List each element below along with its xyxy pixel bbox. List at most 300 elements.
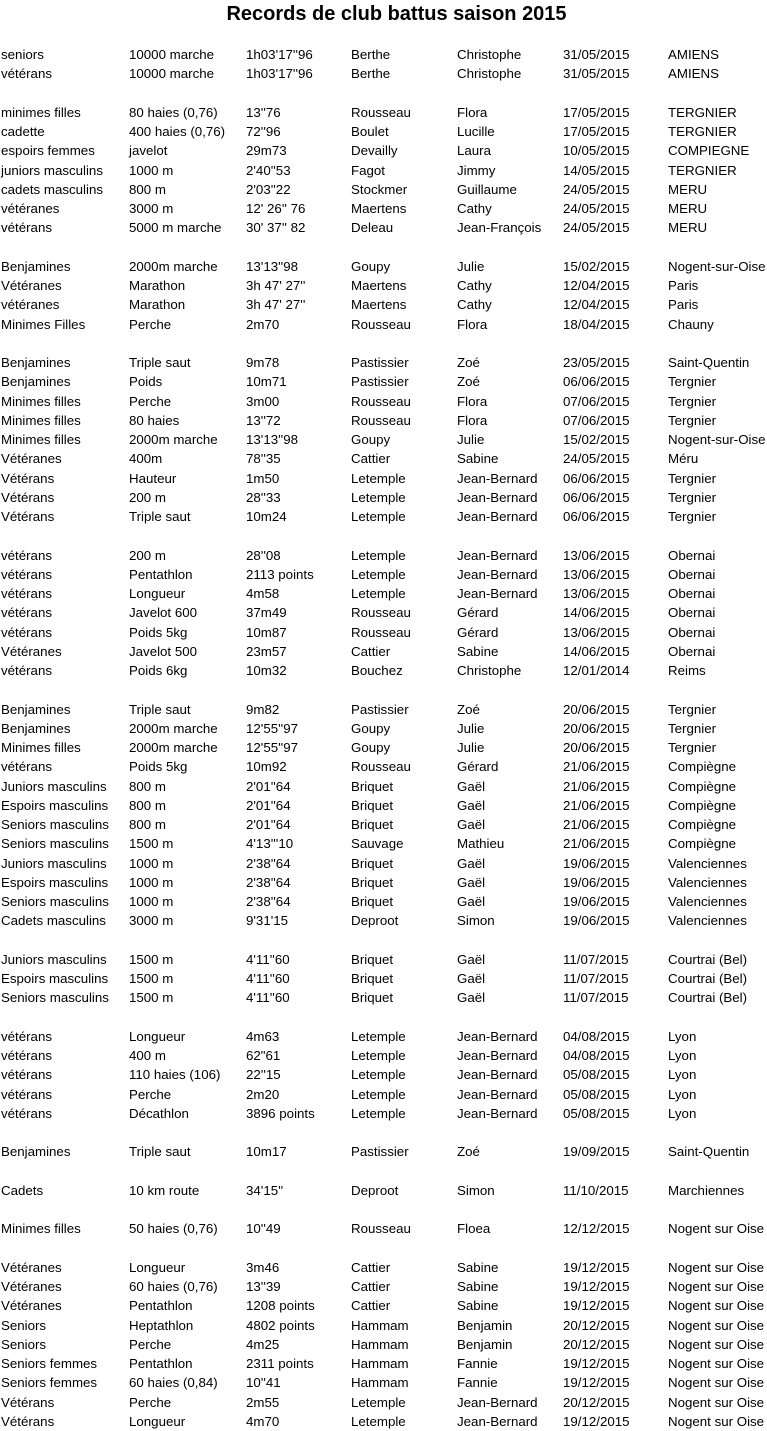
location-cell: Courtrai (Bel) — [668, 971, 748, 986]
date-cell: 04/08/2015 — [563, 1048, 630, 1063]
performance-cell: 2'01''64 — [246, 778, 291, 794]
lastname-cell: Letemple — [351, 547, 406, 563]
location-cell: Compiègne — [668, 797, 737, 813]
performance-cell: 1m50 — [246, 470, 280, 486]
category-cell: vétérans — [1, 66, 52, 82]
performance-cell: 2'40''53 — [246, 162, 291, 178]
event-cell: 50 haies (0,76) — [129, 1221, 218, 1237]
lastname-cell: Letemple — [351, 1048, 406, 1063]
category-cell: minimes filles — [1, 104, 81, 120]
firstname-cell: Flora — [457, 412, 488, 428]
record-row — [0, 911, 767, 930]
performance-cell: 12'55''97 — [246, 740, 298, 755]
event-cell: Poids 5kg — [129, 759, 188, 775]
date-cell: 21/06/2015 — [563, 759, 630, 775]
category-cell: Minimes Filles — [1, 316, 86, 332]
location-cell: Tergnier — [668, 374, 717, 390]
group-separator — [0, 1239, 767, 1258]
record-row — [0, 218, 767, 237]
event-cell: Longueur — [129, 1413, 186, 1429]
firstname-cell: Christophe — [457, 663, 522, 678]
firstname-cell: Jean-Bernard — [457, 1028, 538, 1044]
performance-cell: 4m63 — [246, 1028, 280, 1044]
firstname-cell: Sabine — [457, 1259, 499, 1275]
location-cell: Nogent sur Oise — [668, 1298, 765, 1314]
record-row — [0, 353, 767, 372]
lastname-cell: Letemple — [351, 470, 406, 486]
record-row — [0, 1104, 767, 1123]
record-row — [0, 103, 767, 122]
lastname-cell: Cattier — [351, 451, 391, 467]
event-cell: Hauteur — [129, 470, 177, 486]
event-cell: 1500 m — [129, 990, 174, 1006]
event-cell: 800 m — [129, 817, 166, 832]
firstname-cell: Zoé — [457, 1144, 480, 1160]
date-cell: 19/06/2015 — [563, 855, 630, 871]
event-cell: 1000 m — [129, 874, 174, 890]
group-separator — [0, 1123, 767, 1142]
performance-cell: 4m25 — [246, 1336, 280, 1352]
category-cell: cadets masculins — [1, 181, 103, 197]
firstname-cell: Sabine — [457, 1298, 499, 1314]
record-row — [0, 546, 767, 565]
event-cell: Perche — [129, 1336, 172, 1352]
firstname-cell: Gérard — [457, 605, 499, 621]
lastname-cell: Goupy — [351, 740, 391, 755]
location-cell: Nogent-sur-Oise — [668, 258, 766, 274]
firstname-cell: Benjamin — [457, 1336, 513, 1352]
firstname-cell: Gaël — [457, 951, 486, 967]
date-cell: 18/04/2015 — [563, 316, 630, 332]
location-cell: Saint-Quentin — [668, 1144, 750, 1160]
firstname-cell: Gaël — [457, 971, 486, 986]
location-cell: Obernai — [668, 643, 716, 659]
date-cell: 24/05/2015 — [563, 201, 630, 216]
group-separator — [0, 526, 767, 545]
performance-cell: 1208 points — [246, 1298, 315, 1314]
location-cell: Nogent-sur-Oise — [668, 432, 766, 447]
event-cell: 110 haies (106) — [129, 1067, 221, 1083]
date-cell: 24/05/2015 — [563, 181, 630, 197]
date-cell: 14/05/2015 — [563, 162, 630, 178]
firstname-cell: Guillaume — [457, 181, 517, 197]
performance-cell: 29m73 — [246, 143, 287, 159]
lastname-cell: Briquet — [351, 874, 394, 890]
location-cell: Compiègne — [668, 778, 737, 794]
firstname-cell: Cathy — [457, 278, 492, 293]
performance-cell: 1h03'17''96 — [246, 66, 313, 82]
record-row — [0, 988, 767, 1007]
record-row — [0, 392, 767, 411]
lastname-cell: Berthe — [351, 47, 391, 62]
location-cell: TERGNIER — [668, 124, 737, 139]
location-cell: Nogent sur Oise — [668, 1336, 765, 1352]
event-cell: Marathon — [129, 297, 186, 313]
record-row — [0, 1373, 767, 1392]
lastname-cell: Deleau — [351, 220, 394, 236]
performance-cell: 2m20 — [246, 1086, 280, 1102]
record-row — [0, 1393, 767, 1412]
firstname-cell: Jean-Bernard — [457, 1086, 538, 1102]
performance-cell: 3h 47' 27'' — [246, 297, 306, 313]
date-cell: 20/12/2015 — [563, 1317, 630, 1333]
category-cell: vétérans — [1, 547, 52, 563]
event-cell: 60 haies (0,84) — [129, 1375, 218, 1391]
category-cell: Seniors masculins — [1, 836, 109, 852]
location-cell: Valenciennes — [668, 855, 747, 871]
date-cell: 11/07/2015 — [563, 951, 629, 967]
performance-cell: 13''76 — [246, 104, 281, 120]
lastname-cell: Devailly — [351, 143, 398, 159]
category-cell: Seniors femmes — [1, 1356, 98, 1371]
lastname-cell: Rousseau — [351, 316, 411, 332]
event-cell: 1500 m — [129, 971, 174, 986]
date-cell: 19/06/2015 — [563, 913, 630, 929]
category-cell: Vétérans — [1, 470, 55, 486]
location-cell: AMIENS — [668, 66, 719, 82]
location-cell: Lyon — [668, 1067, 697, 1083]
performance-cell: 78''35 — [246, 451, 281, 467]
record-row — [0, 815, 767, 834]
date-cell: 14/06/2015 — [563, 643, 630, 659]
record-row — [0, 1027, 767, 1046]
date-cell: 20/12/2015 — [563, 1336, 630, 1352]
category-cell: Espoirs masculins — [1, 797, 109, 813]
date-cell: 19/12/2015 — [563, 1279, 630, 1294]
record-row — [0, 1085, 767, 1104]
category-cell: Minimes filles — [1, 412, 81, 428]
lastname-cell: Briquet — [351, 971, 394, 986]
lastname-cell: Pastissier — [351, 355, 409, 370]
date-cell: 11/10/2015 — [563, 1182, 629, 1198]
firstname-cell: Jean-Bernard — [457, 547, 538, 563]
record-row — [0, 1412, 767, 1431]
category-cell: Benjamines — [1, 258, 71, 274]
firstname-cell: Gaël — [457, 817, 486, 832]
date-cell: 19/12/2015 — [563, 1375, 630, 1391]
lastname-cell: Hammam — [351, 1336, 409, 1352]
event-cell: 800 m — [129, 778, 166, 794]
date-cell: 07/06/2015 — [563, 412, 630, 428]
lastname-cell: Briquet — [351, 817, 394, 832]
lastname-cell: Pastissier — [351, 701, 409, 717]
group-separator — [0, 1008, 767, 1027]
performance-cell: 23m57 — [246, 643, 287, 659]
lastname-cell: Rousseau — [351, 412, 411, 428]
performance-cell: 3896 points — [246, 1105, 315, 1121]
record-row — [0, 623, 767, 642]
event-cell: 1500 m — [129, 951, 174, 967]
lastname-cell: Maertens — [351, 201, 407, 216]
location-cell: Nogent sur Oise — [668, 1375, 765, 1391]
date-cell: 12/04/2015 — [563, 278, 630, 293]
performance-cell: 2'01''64 — [246, 817, 291, 832]
category-cell: vétérans — [1, 1028, 52, 1044]
date-cell: 19/12/2015 — [563, 1356, 630, 1371]
category-cell: Juniors masculins — [1, 855, 107, 871]
location-cell: Nogent sur Oise — [668, 1394, 765, 1410]
record-row — [0, 873, 767, 892]
event-cell: Triple saut — [129, 355, 191, 370]
date-cell: 31/05/2015 — [563, 66, 630, 82]
date-cell: 19/06/2015 — [563, 894, 630, 909]
firstname-cell: Gérard — [457, 624, 499, 640]
record-row — [0, 1316, 767, 1335]
firstname-cell: Zoé — [457, 374, 480, 390]
category-cell: vétérans — [1, 1067, 52, 1083]
category-cell: Vétéranes — [1, 1298, 62, 1314]
date-cell: 07/06/2015 — [563, 393, 630, 409]
record-row — [0, 1142, 767, 1161]
lastname-cell: Letemple — [351, 1086, 406, 1102]
performance-cell: 28''08 — [246, 547, 281, 563]
date-cell: 21/06/2015 — [563, 817, 630, 832]
firstname-cell: Jean-François — [457, 220, 542, 236]
performance-cell: 13''39 — [246, 1279, 281, 1294]
category-cell: Vétéranes — [1, 278, 62, 293]
location-cell: TERGNIER — [668, 104, 737, 120]
firstname-cell: Flora — [457, 393, 488, 409]
category-cell: vétérans — [1, 624, 52, 640]
record-row — [0, 1258, 767, 1277]
event-cell: Pentathlon — [129, 1356, 193, 1371]
category-cell: Juniors masculins — [1, 778, 107, 794]
location-cell: Chauny — [668, 316, 714, 332]
lastname-cell: Hammam — [351, 1317, 409, 1333]
date-cell: 05/08/2015 — [563, 1105, 630, 1121]
category-cell: Minimes filles — [1, 432, 81, 447]
category-cell: vétérans — [1, 605, 52, 621]
performance-cell: 2311 points — [246, 1356, 314, 1371]
location-cell: Courtrai (Bel) — [668, 951, 748, 967]
firstname-cell: Cathy — [457, 201, 492, 216]
lastname-cell: Berthe — [351, 66, 391, 82]
performance-cell: 2'03''22 — [246, 181, 291, 197]
location-cell: Nogent sur Oise — [668, 1356, 765, 1371]
event-cell: 2000m marche — [129, 740, 218, 755]
group-separator — [0, 84, 767, 103]
performance-cell: 4'11''60 — [246, 951, 290, 967]
performance-cell: 30' 37'' 82 — [246, 220, 306, 236]
date-cell: 24/05/2015 — [563, 451, 630, 467]
record-row — [0, 969, 767, 988]
event-cell: 1000 m — [129, 894, 174, 909]
lastname-cell: Briquet — [351, 855, 394, 871]
performance-cell: 28''33 — [246, 489, 281, 505]
date-cell: 05/08/2015 — [563, 1086, 630, 1102]
record-row — [0, 199, 767, 218]
event-cell: 3000 m — [129, 201, 174, 216]
location-cell: Compiègne — [668, 759, 737, 775]
page-title: Records de club battus saison 2015 — [226, 3, 567, 25]
performance-cell: 34'15'' — [246, 1182, 284, 1198]
performance-cell: 4m70 — [246, 1413, 280, 1429]
lastname-cell: Stockmer — [351, 181, 408, 197]
lastname-cell: Cattier — [351, 1259, 391, 1275]
performance-cell: 2'38''64 — [246, 874, 291, 890]
firstname-cell: Gaël — [457, 874, 486, 890]
date-cell: 19/12/2015 — [563, 1259, 630, 1275]
record-row — [0, 854, 767, 873]
category-cell: vétérans — [1, 663, 52, 678]
category-cell: espoirs femmes — [1, 143, 95, 159]
date-cell: 06/06/2015 — [563, 489, 630, 505]
firstname-cell: Gaël — [457, 990, 486, 1006]
category-cell: Seniors — [1, 1336, 47, 1352]
location-cell: COMPIEGNE — [668, 143, 750, 159]
firstname-cell: Sabine — [457, 451, 499, 467]
date-cell: 21/06/2015 — [563, 797, 630, 813]
category-cell: vétérans — [1, 759, 52, 775]
date-cell: 13/06/2015 — [563, 586, 630, 601]
group-separator — [0, 238, 767, 257]
event-cell: Longueur — [129, 1259, 186, 1275]
firstname-cell: Jean-Bernard — [457, 1394, 538, 1410]
performance-cell: 10m17 — [246, 1144, 287, 1160]
location-cell: Tergnier — [668, 412, 717, 428]
firstname-cell: Jean-Bernard — [457, 1413, 538, 1429]
lastname-cell: Rousseau — [351, 104, 411, 120]
event-cell: 1500 m — [129, 836, 174, 852]
location-cell: Méru — [668, 451, 699, 467]
category-cell: vétérans — [1, 566, 52, 582]
performance-cell: 9m78 — [246, 355, 280, 370]
event-cell: Décathlon — [129, 1105, 189, 1121]
record-row — [0, 1046, 767, 1065]
location-cell: Obernai — [668, 586, 716, 601]
date-cell: 31/05/2015 — [563, 47, 630, 62]
firstname-cell: Jean-Bernard — [457, 1105, 538, 1121]
firstname-cell: Gérard — [457, 759, 499, 775]
event-cell: 800 m — [129, 181, 166, 197]
performance-cell: 2m55 — [246, 1394, 280, 1410]
event-cell: 5000 m marche — [129, 220, 222, 236]
category-cell: Seniors femmes — [1, 1375, 98, 1391]
date-cell: 06/06/2015 — [563, 509, 630, 524]
performance-cell: 10m32 — [246, 663, 287, 678]
event-cell: Perche — [129, 1394, 172, 1410]
event-cell: Pentathlon — [129, 1298, 193, 1314]
lastname-cell: Letemple — [351, 586, 406, 601]
date-cell: 19/12/2015 — [563, 1298, 630, 1314]
event-cell: Poids 5kg — [129, 624, 188, 640]
category-cell: Vétérans — [1, 509, 55, 524]
location-cell: Obernai — [668, 566, 716, 582]
performance-cell: 13''72 — [246, 412, 281, 428]
record-row — [0, 295, 767, 314]
location-cell: Compiègne — [668, 817, 737, 832]
location-cell: Paris — [668, 278, 699, 293]
lastname-cell: Sauvage — [351, 836, 404, 852]
event-cell: 400m — [129, 451, 163, 467]
category-cell: Seniors masculins — [1, 817, 109, 832]
date-cell: 19/06/2015 — [563, 874, 630, 890]
record-row — [0, 892, 767, 911]
firstname-cell: Gaël — [457, 797, 486, 813]
performance-cell: 10m24 — [246, 509, 287, 524]
category-cell: Cadets — [1, 1182, 44, 1198]
record-row — [0, 834, 767, 853]
record-row — [0, 122, 767, 141]
category-cell: Seniors masculins — [1, 990, 109, 1006]
location-cell: Lyon — [668, 1086, 697, 1102]
firstname-cell: Sabine — [457, 1279, 499, 1294]
firstname-cell: Christophe — [457, 66, 522, 82]
record-row — [0, 257, 767, 276]
record-row — [0, 430, 767, 449]
record-row — [0, 449, 767, 468]
lastname-cell: Rousseau — [351, 1221, 411, 1237]
lastname-cell: Letemple — [351, 489, 406, 505]
date-cell: 14/06/2015 — [563, 605, 630, 621]
lastname-cell: Deproot — [351, 913, 399, 929]
performance-cell: 2'01''64 — [246, 797, 291, 813]
date-cell: 11/07/2015 — [563, 971, 629, 986]
performance-cell: 3h 47' 27'' — [246, 278, 306, 293]
record-row — [0, 738, 767, 757]
record-row — [0, 64, 767, 83]
location-cell: Lyon — [668, 1105, 697, 1121]
location-cell: Reims — [668, 663, 706, 678]
firstname-cell: Laura — [457, 143, 492, 159]
date-cell: 21/06/2015 — [563, 778, 630, 794]
location-cell: MERU — [668, 220, 708, 236]
firstname-cell: Jean-Bernard — [457, 470, 538, 486]
lastname-cell: Rousseau — [351, 605, 411, 621]
date-cell: 13/06/2015 — [563, 566, 630, 582]
performance-cell: 37m49 — [246, 605, 287, 621]
performance-cell: 12' 26'' 76 — [246, 201, 306, 216]
record-row — [0, 719, 767, 738]
date-cell: 06/06/2015 — [563, 470, 630, 486]
performance-cell: 22''15 — [246, 1067, 281, 1083]
firstname-cell: Zoé — [457, 355, 480, 370]
lastname-cell: Letemple — [351, 566, 406, 582]
location-cell: Nogent sur Oise — [668, 1317, 765, 1333]
event-cell: javelot — [129, 143, 168, 159]
event-cell: Perche — [129, 393, 172, 409]
date-cell: 21/06/2015 — [563, 836, 630, 852]
performance-cell: 4m58 — [246, 586, 280, 601]
firstname-cell: Mathieu — [457, 836, 505, 852]
date-cell: 15/02/2015 — [563, 258, 630, 274]
firstname-cell: Jean-Bernard — [457, 1048, 538, 1063]
performance-cell: 9m82 — [246, 701, 280, 717]
category-cell: Benjamines — [1, 374, 71, 390]
date-cell: 06/06/2015 — [563, 374, 630, 390]
performance-cell: 3m00 — [246, 393, 280, 409]
performance-cell: 10''41 — [246, 1375, 281, 1391]
event-cell: 80 haies (0,76) — [129, 104, 218, 120]
lastname-cell: Rousseau — [351, 393, 411, 409]
record-row — [0, 603, 767, 622]
record-row — [0, 1335, 767, 1354]
category-cell: vétérans — [1, 1086, 52, 1102]
record-row — [0, 700, 767, 719]
record-row — [0, 1277, 767, 1296]
lastname-cell: Maertens — [351, 278, 407, 293]
group-separator — [0, 334, 767, 353]
lastname-cell: Pastissier — [351, 374, 409, 390]
location-cell: Tergnier — [668, 740, 717, 755]
location-cell: Paris — [668, 297, 699, 313]
location-cell: MERU — [668, 181, 708, 197]
location-cell: MERU — [668, 201, 708, 216]
firstname-cell: Lucille — [457, 124, 495, 139]
performance-cell: 13'13''98 — [246, 432, 298, 447]
category-cell: vétéranes — [1, 297, 60, 313]
date-cell: 20/12/2015 — [563, 1394, 630, 1410]
